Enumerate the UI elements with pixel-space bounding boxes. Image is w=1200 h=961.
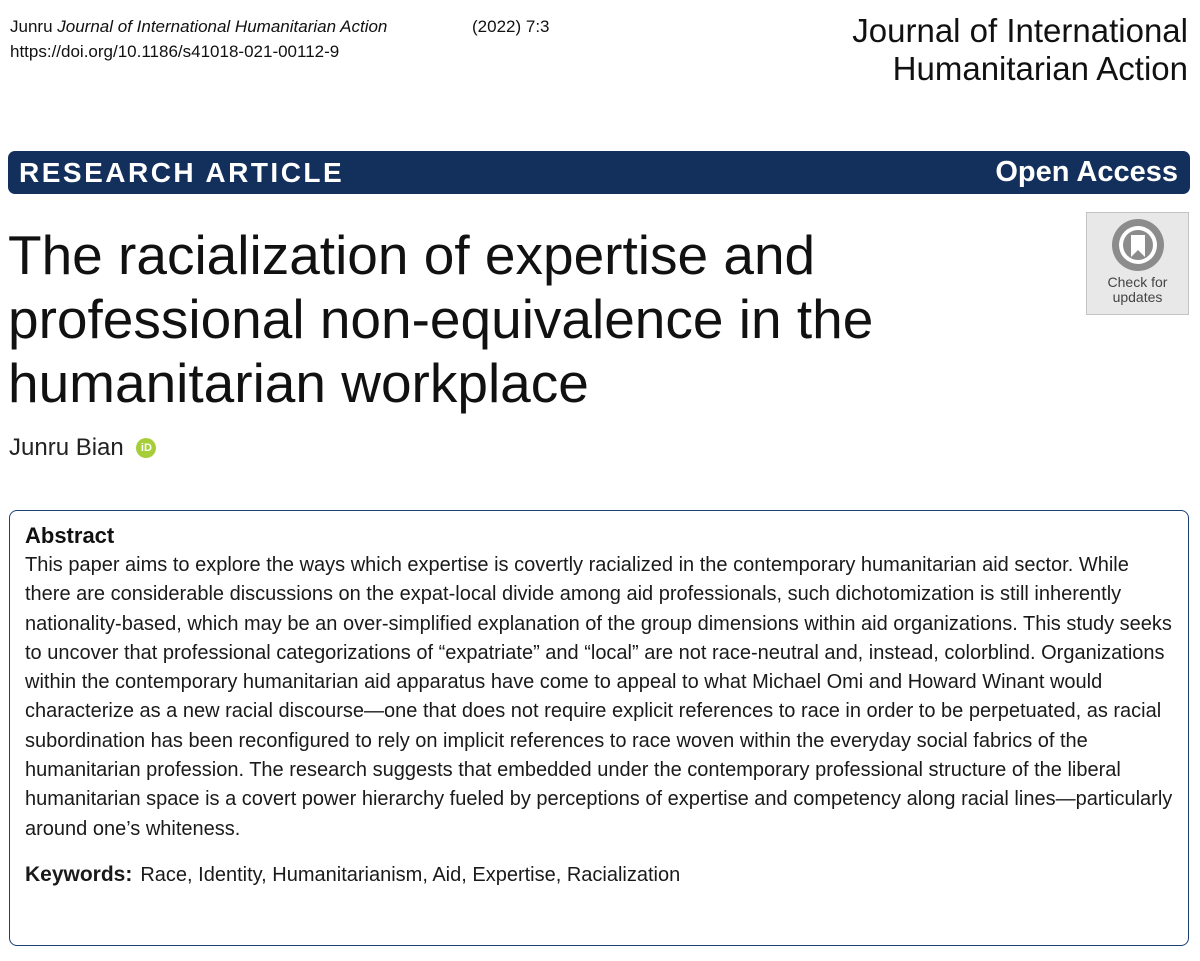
citation-author: Junru [10,17,53,36]
abstract-text: This paper aims to explore the ways which expertise is covertly racialized in the contemporary humanitarian aid sector. While there are considerable discussions on the expat-local divide among aid professionals, such dichotomization is still inherently nationality-based, which may be an over-simplified explanation of the group dimensions within aid organizations. This study seeks to uncover that professional categorizations of “expatriate” and “local” are not race-neutral and, instead, colorblind. Organizations within the contemporary humanitarian aid apparatus have come to appeal to what Michael Omi and Howard Winant would characterize as a new racial discourse—one that does not require explicit references to race in order to be perpetuated, as racial subordination has been reconfigured to rely on implicit references to race woven within the everyday social fabrics of the humanitarian profession. The research suggests that embedded under the contemporary professional structure of the liberal humanitarian space is a covert power hierarchy fueled by perceptions of expertise and competency along racial lines—particularly around one’s whiteness. [25,554,1173,840]
doi-link[interactable]: https://doi.org/10.1186/s41018-021-00112-9 [10,42,340,61]
author-line [9,432,156,464]
article-type: RESEARCH ARTICLE [19,156,345,188]
author-name[interactable]: Junru Bian [9,434,124,461]
citation-journal: Journal of International Humanitarian Action [57,17,388,36]
abstract-box [9,510,1189,946]
open-access-label: Open Access [995,156,1178,188]
journal-name-line1: Journal of International [852,12,1188,49]
keywords-line [25,860,1174,890]
journal-name-line2: Humanitarian Action [892,50,1188,87]
citation-line [10,14,387,39]
citation-year-volume: (2022) 7:3 [472,17,550,36]
citation-block [10,14,550,64]
article-title: The racialization of expertise and professional non-equivalence in the humanitarian workplace [8,224,874,414]
keywords-values: Race, Identity, Humanitarianism, Aid, Expertise, Racialization [140,863,681,886]
check-for-updates-button[interactable] [1086,212,1189,315]
keywords-label: Keywords: [25,862,133,886]
orcid-icon[interactable]: iD [136,438,156,458]
article-type-banner [8,151,1190,194]
journal-name [768,12,1188,88]
abstract-heading: Abstract [25,523,115,548]
check-for-updates-icon [1110,217,1166,273]
check-for-updates-label: Check for updates [1107,274,1168,305]
